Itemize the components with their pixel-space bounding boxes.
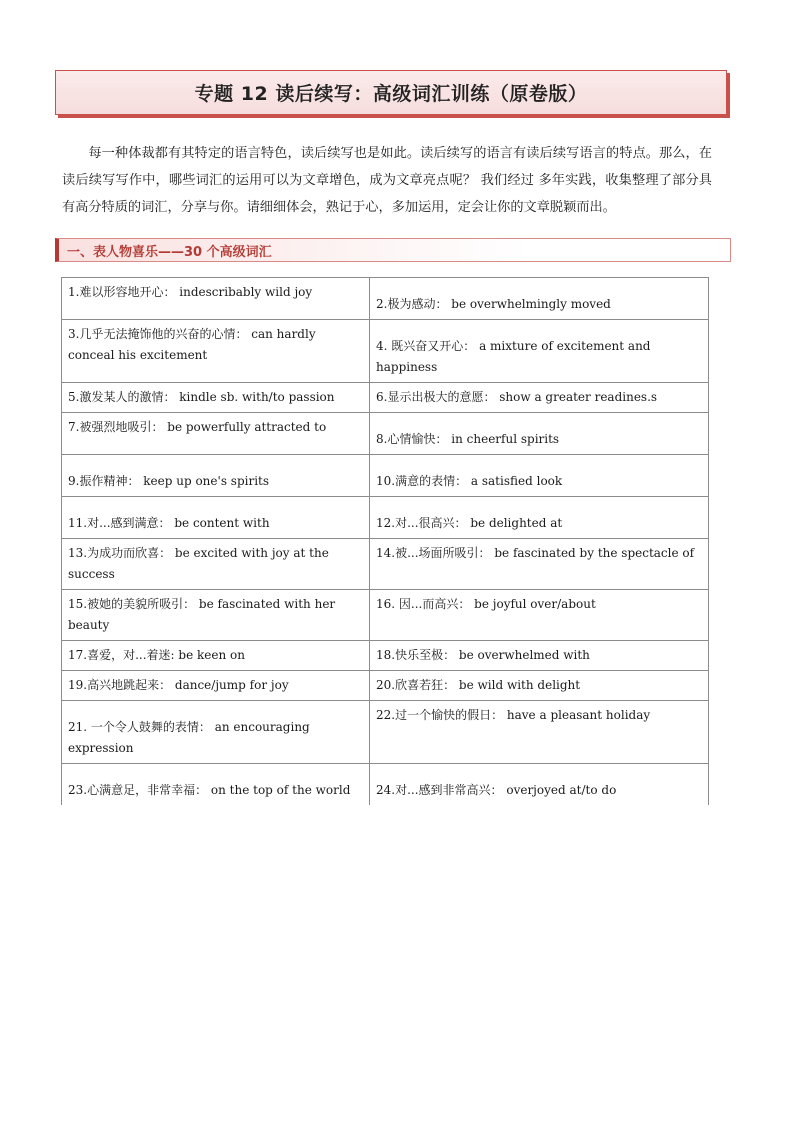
table-row <box>62 497 709 539</box>
vocab-cell: 7.被强烈地吸引： be powerfully attracted to <box>62 413 370 455</box>
vocab-cell: 1.难以形容地开心： indescribably wild joy <box>62 278 370 320</box>
table-row <box>62 701 709 764</box>
vocab-cell: 18.快乐至极： be overwhelmed with <box>370 641 709 671</box>
vocab-cell: 22.过一个愉快的假日： have a pleasant holiday <box>370 701 709 764</box>
vocab-cell: 5.激发某人的激情： kindle sb. with/to passion <box>62 383 370 413</box>
vocab-cell: 17.喜爱，对...着迷: be keen on <box>62 641 370 671</box>
vocab-cell: 12.对...很高兴： be delighted at <box>370 497 709 539</box>
vocab-cell: 9.振作精神： keep up one's spirits <box>62 455 370 497</box>
vocab-cell: 23.心满意足，非常幸福： on the top of the world <box>62 764 370 806</box>
vocab-cell: 13.为成功而欣喜： be excited with joy at the success <box>62 539 370 590</box>
intro-paragraph: 每一种体裁都有其特定的语言特色，读后续写也是如此。读后续写的语言有读后续写语言的特点。那么，在读后续写写作中，哪些词汇的运用可以为文章增色，成为文章亮点呢？ 我们经过 多年实践，收集整理了部分具有高分特质的词汇，分享与你。请细细体会，熟记于心，多加运用，定会让你的文章脱颖而出。 <box>62 146 712 215</box>
table-row <box>62 671 709 701</box>
vocab-cell: 16. 因...而高兴： be joyful over/about <box>370 590 709 641</box>
table-row <box>62 383 709 413</box>
vocab-cell: 3.几乎无法掩饰他的兴奋的心情： can hardly conceal his excitement <box>62 320 370 383</box>
vocab-cell: 20.欣喜若狂： be wild with delight <box>370 671 709 701</box>
table-row <box>62 764 709 806</box>
table-row <box>62 590 709 641</box>
title-box <box>55 70 727 115</box>
table-row <box>62 413 709 455</box>
vocab-cell: 19.高兴地跳起来： dance/jump for joy <box>62 671 370 701</box>
section-heading <box>55 238 731 262</box>
page-title: 专题 12 读后续写：高级词汇训练（原卷版） <box>194 83 588 105</box>
vocab-table <box>61 277 709 805</box>
vocab-cell: 6.显示出极大的意愿： show a greater readines.s <box>370 383 709 413</box>
vocab-cell: 2.极为感动： be overwhelmingly moved <box>370 278 709 320</box>
table-row <box>62 320 709 383</box>
section-heading-text: 一、表人物喜乐——30 个高级词汇 <box>67 244 272 260</box>
vocab-cell: 21. 一个令人鼓舞的表情： an encouraging expression <box>62 701 370 764</box>
table-row <box>62 455 709 497</box>
table-row <box>62 641 709 671</box>
vocab-cell: 14.被...场面所吸引： be fascinated by the spectacle of <box>370 539 709 590</box>
vocab-cell: 10.满意的表情： a satisfied look <box>370 455 709 497</box>
table-row <box>62 539 709 590</box>
vocab-cell: 8.心情愉快： in cheerful spirits <box>370 413 709 455</box>
table-row <box>62 278 709 320</box>
vocab-cell: 4. 既兴奋又开心： a mixture of excitement and happiness <box>370 320 709 383</box>
vocab-cell: 15.被她的美貌所吸引： be fascinated with her beauty <box>62 590 370 641</box>
vocab-cell: 11.对...感到满意： be content with <box>62 497 370 539</box>
vocab-cell: 24.对...感到非常高兴： overjoyed at/to do <box>370 764 709 806</box>
